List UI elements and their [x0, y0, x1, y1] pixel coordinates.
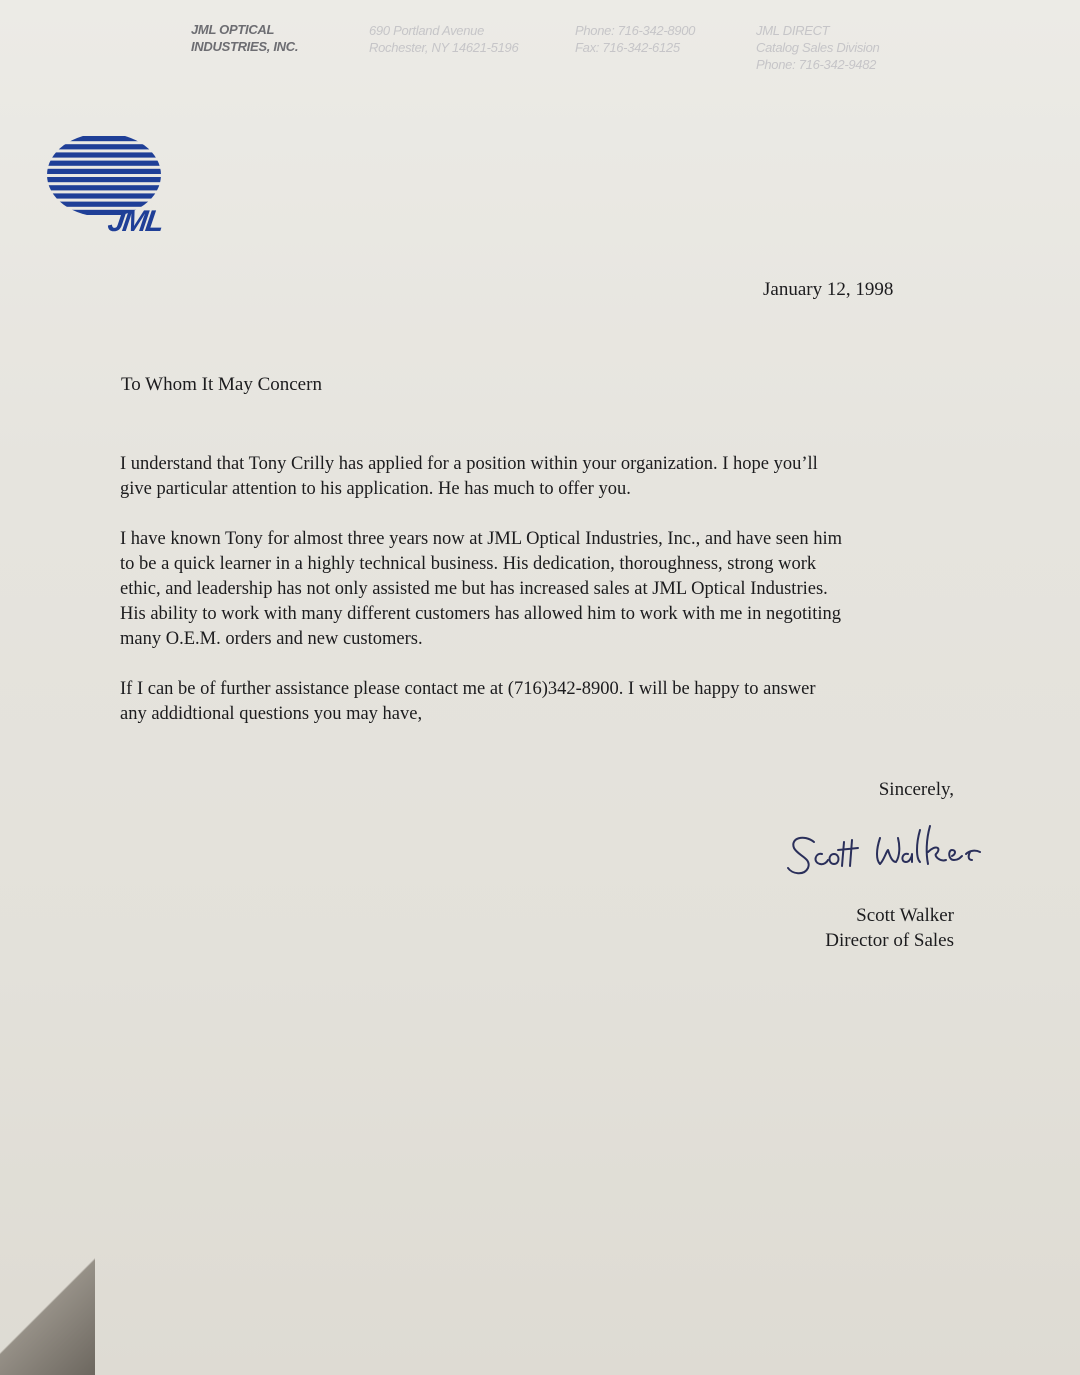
- text-line: many O.E.M. orders and new customers.: [120, 629, 423, 649]
- logo-stripe: [22, 152, 182, 157]
- photo-shadow: [0, 1235, 95, 1375]
- logo-stripe: [22, 193, 182, 198]
- company-line-2: INDUSTRIES, INC.: [191, 39, 299, 54]
- text-line: I understand that Tony Crilly has applied for a position within your organization. I hope you’ll: [120, 454, 818, 474]
- salutation: To Whom It May Concern: [121, 374, 322, 395]
- company-line-1: JML OPTICAL: [191, 22, 275, 37]
- handwritten-signature: [784, 820, 994, 882]
- body-paragraph-3: [120, 677, 960, 727]
- phone-line: Phone: 716-342-8900: [575, 23, 696, 38]
- letterhead-address: [369, 22, 518, 56]
- text-line: If I can be of further assistance please contact me at (716)342-8900. I will be happy to answer: [120, 679, 816, 699]
- text-line: ethic, and leadership has not only assisted me but has increased sales at JML Optical Industries.: [120, 579, 828, 599]
- fax-line: Fax: 716-342-6125: [575, 40, 680, 55]
- text-line: any addidtional questions you may have,: [120, 704, 423, 724]
- address-line-2: Rochester, NY 14621-5196: [369, 40, 519, 55]
- logo-stripe: [22, 169, 182, 174]
- logo-text: JML: [105, 205, 165, 238]
- logo-stripe: [22, 177, 182, 182]
- text-line: I have known Tony for almost three years now at JML Optical Industries, Inc., and have seen him: [120, 529, 843, 549]
- logo-stripe: [22, 136, 182, 141]
- signer-name: Scott Walker: [856, 905, 954, 926]
- letter-date: January 12, 1998: [763, 279, 894, 300]
- closing: Sincerely,: [878, 779, 954, 800]
- logo-stripe: [22, 144, 182, 149]
- address-line-1: 690 Portland Avenue: [369, 23, 485, 38]
- logo-stripe: [22, 185, 182, 190]
- letterhead-direct: [756, 22, 879, 73]
- direct-line-2: Catalog Sales Division: [756, 40, 880, 55]
- letterhead-phone: [575, 22, 695, 56]
- direct-line-1: JML DIRECT: [756, 23, 830, 38]
- direct-line-3: Phone: 716-342-9482: [756, 57, 877, 72]
- letterhead-company: [191, 21, 298, 55]
- signer-title: Director of Sales: [825, 930, 954, 951]
- text-line: to be a quick learner in a highly technical business. His dedication, thoroughness, strong work: [120, 554, 817, 574]
- text-line: give particular attention to his application. He has much to offer you.: [120, 479, 631, 499]
- text-line: His ability to work with many different customers has allowed him to work with me in negotiting: [120, 604, 842, 624]
- logo-stripe: [22, 161, 182, 166]
- body-paragraph-1: [120, 452, 960, 502]
- body-paragraph-2: [120, 527, 960, 652]
